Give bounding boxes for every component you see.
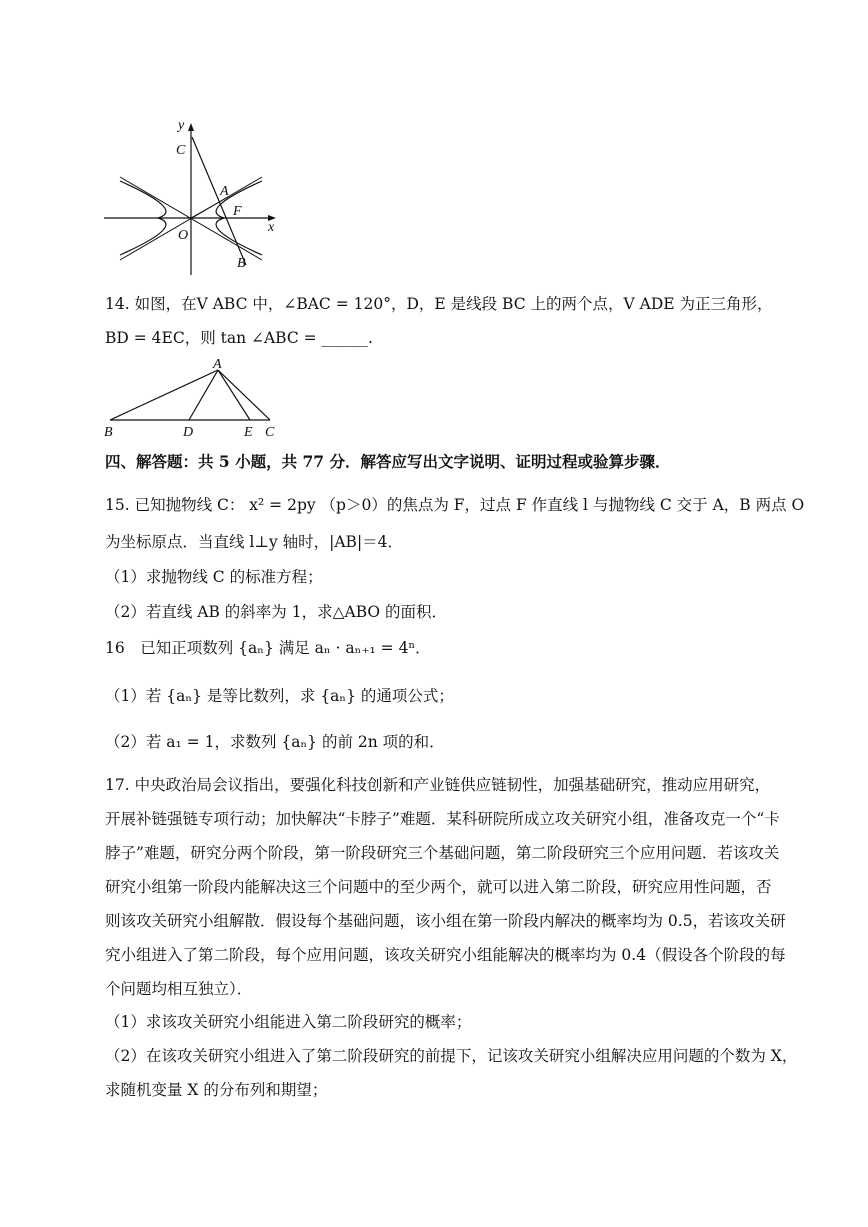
label-F: F	[233, 204, 242, 219]
hyperbola-figure	[100, 115, 285, 280]
label-C: C	[265, 425, 275, 440]
label-A: A	[220, 184, 229, 199]
segment-ab	[110, 370, 218, 420]
q17-part-1: （1）求该攻关研究小组能进入第二阶段研究的概率；	[105, 1013, 472, 1031]
q15-part-1: （1）求抛物线 C 的标准方程；	[105, 568, 323, 586]
label-D: D	[183, 425, 194, 440]
segment-oa	[191, 197, 228, 218]
q17-line-7: 个问题均相互独立）．	[105, 980, 253, 998]
label-y: y	[178, 118, 185, 133]
q17-line-1: 17. 中央政治局会议指出，要强化科技创新和产业链供应链韧性，加强基础研究，推动应用研究，	[105, 776, 771, 794]
triangle-figure	[100, 358, 290, 440]
q15-part-2: （2）若直线 AB 的斜率为 1，求△ABO 的面积．	[105, 603, 448, 621]
q17-line-5: 则该攻关研究小组解散．假设每个基础问题，该小组在第一阶段内解决的概率均为 0.5，若该攻关研	[105, 912, 786, 930]
q16-line-1: 16 已知正项数列 {aₙ} 满足 aₙ · aₙ₊₁ = 4ⁿ．	[105, 639, 431, 657]
section-4-heading: 四、解答题：共 5 小题，共 77 分．解答应写出文字说明、证明过程或验算步骤．	[105, 452, 671, 471]
label-C: C	[176, 143, 186, 158]
q17-line-6: 究小组进入了第二阶段，每个应用问题，该攻关研究小组能解决的概率均为 0.4（假设各个阶段的每	[105, 946, 786, 964]
q17-line-3: 脖子”难题，研究分两个阶段，第一阶段研究三个基础问题，第二阶段研究三个应用问题．若该攻关	[105, 844, 780, 862]
line-cb	[192, 137, 246, 265]
label-O: O	[178, 228, 189, 243]
label-x: x	[268, 220, 275, 235]
segment-ad	[189, 370, 218, 420]
label-A: A	[213, 358, 222, 372]
label-B: B	[104, 425, 113, 440]
q17-part-2-line-1: （2）在该攻关研究小组进入了第二阶段研究的前提下，记该攻关研究小组解决应用问题的个数为 X，	[105, 1047, 798, 1065]
q14-line-1: 14. 如图，在V ABC 中，∠BAC = 120°，D，E 是线段 BC 上的两个点，V ADE 为正三角形，	[105, 295, 773, 313]
q16-part-2: （2）若 a₁ = 1，求数列 {aₙ} 的前 2n 项的和．	[105, 733, 445, 751]
y-axis-arrow	[188, 123, 194, 131]
label-B: B	[237, 256, 246, 271]
q15-line-1: 15. 已知抛物线 C： x² = 2py （p＞0）的焦点为 F，过点 F 作直线 l 与抛物线 C 交于 A，B 两点 O	[105, 496, 805, 514]
q14-line-2: BD = 4EC，则 tan ∠ABC = ______.	[105, 329, 373, 347]
q15-line-2: 为坐标原点．当直线 l⊥y 轴时，|AB|＝4．	[105, 533, 404, 551]
label-E: E	[244, 425, 253, 440]
q16-part-1: （1）若 {aₙ} 是等比数列，求 {aₙ} 的通项公式；	[105, 687, 454, 705]
q17-line-2: 开展补链强链专项行动；加快解决“卡脖子”难题．某科研院所成立攻关研究小组，准备攻克一个“卡	[105, 810, 780, 828]
segment-ac	[218, 370, 270, 420]
segment-ae	[218, 370, 250, 420]
q17-part-2-line-2: 求随机变量 X 的分布列和期望；	[105, 1081, 328, 1099]
q17-line-4: 研究小组第一阶段内能解决这三个问题中的至少两个，就可以进入第二阶段，研究应用性问题，否	[105, 878, 772, 896]
